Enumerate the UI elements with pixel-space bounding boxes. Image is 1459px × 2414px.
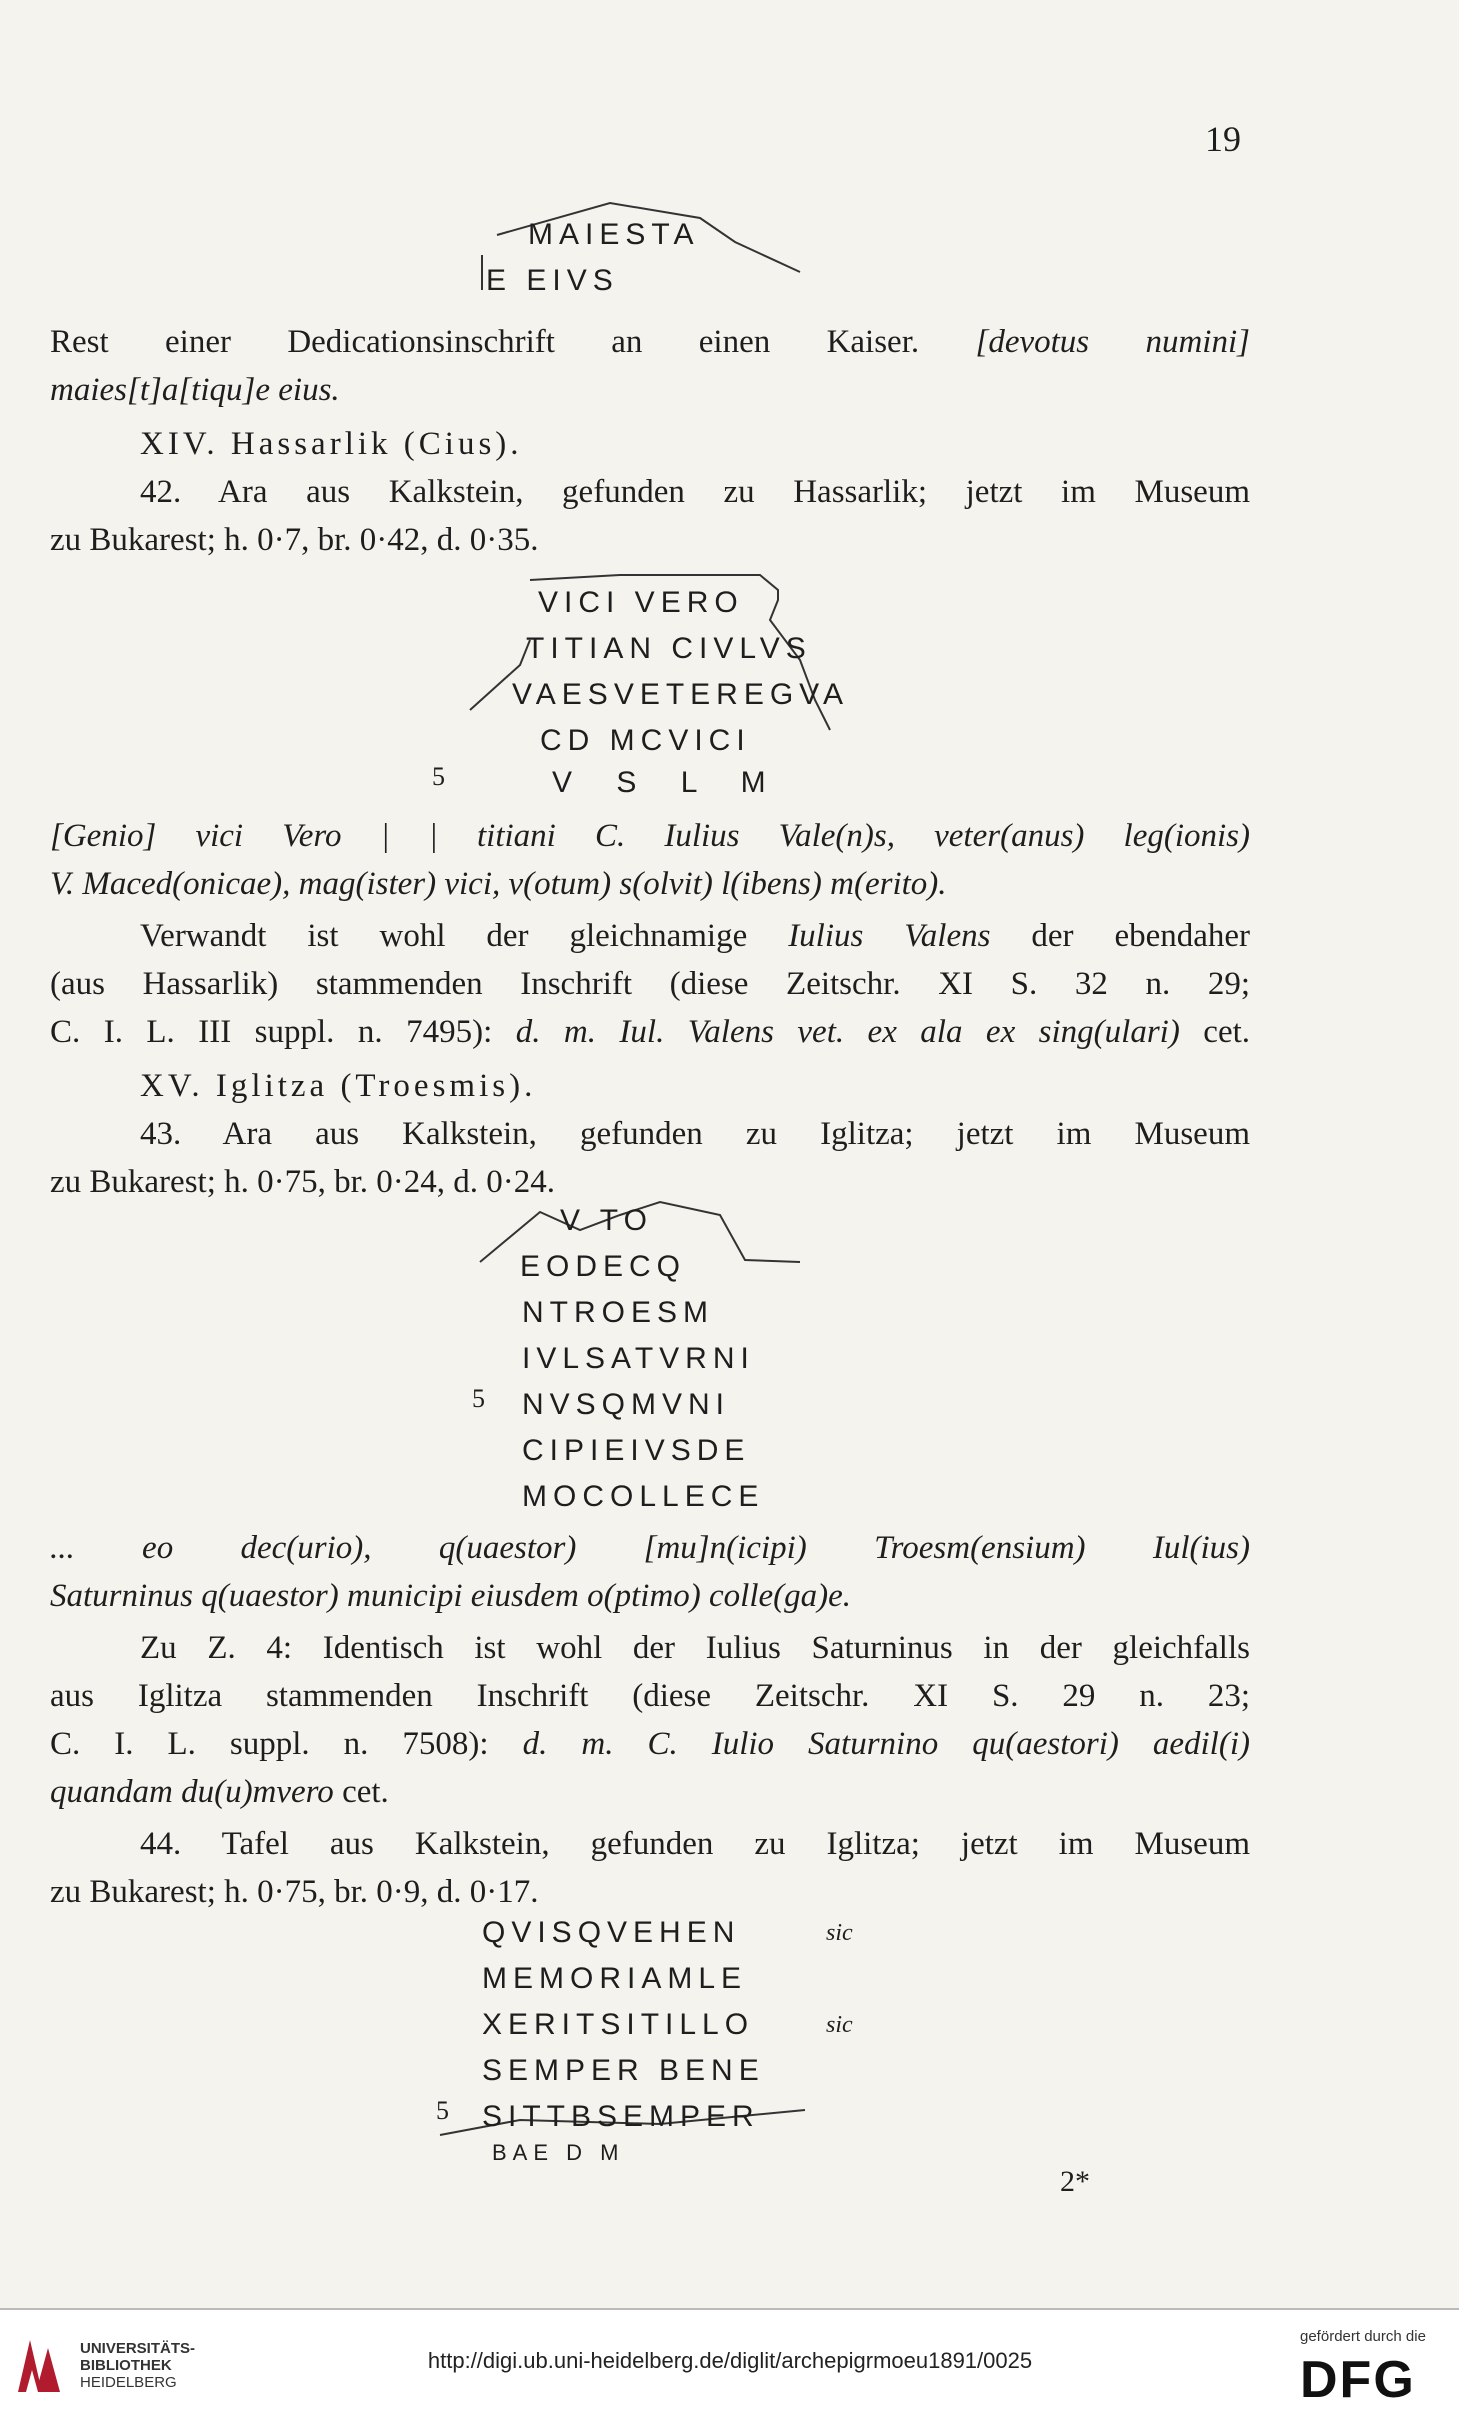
university-library-logo-icon (12, 2332, 70, 2398)
inscription-line: IVLSATVRNI (522, 1342, 755, 1375)
text-span: Verwandt ist wohl der gleichnamige (140, 918, 748, 954)
funding-caption: gefördert durch die (1300, 2328, 1426, 2345)
text-line (50, 1768, 1250, 1816)
text-line: aus Iglitza stammenden Inschrift (diese Zeitschr. XI S. 29 n. 23; (50, 1678, 1250, 1714)
university-library-name (80, 2340, 195, 2391)
inscription-line: MAIESTA (528, 218, 700, 251)
text-line: maies[t]a[tiqu]e eius. (50, 372, 340, 408)
line-number: 5 (432, 762, 445, 791)
text-line: (aus Hassarlik) stammenden Inschrift (diese Zeitschr. XI S. 32 n. 29; (50, 966, 1250, 1002)
text-line (50, 318, 1250, 366)
inscription-line: V S L M (552, 766, 784, 799)
inscription-line: V TO (560, 1204, 653, 1237)
text-line: zu Bukarest; h. 0·75, br. 0·24, d. 0·24. (50, 1164, 556, 1200)
text-line: 42. Ara aus Kalkstein, gefunden zu Hassarlik; jetzt im Museum (140, 474, 1250, 510)
inscription-line: SITTBSEMPER (482, 2100, 760, 2133)
library-name-line: UNIVERSITÄTS- (80, 2340, 196, 2357)
text-line: 43. Ara aus Kalkstein, gefunden zu Iglitza; jetzt im Museum (140, 1116, 1250, 1152)
text-span: cet. (1203, 1014, 1251, 1050)
inscription-line: NVSQMVNI (522, 1388, 731, 1421)
sheet-signature: 2* (1060, 2165, 1090, 2198)
inscription-line: MEMORIAMLE (482, 1962, 748, 1995)
inscription-line: E EIVS (486, 264, 619, 297)
sic-note: sic (826, 2012, 853, 2038)
inscription-line: CD MCVICI (540, 724, 751, 757)
inscription-line: XERITSITILLO (482, 2008, 755, 2041)
text-span: C. I. L. III suppl. n. 7495): (50, 1014, 493, 1050)
permalink-url[interactable]: http://digi.ub.uni-heidelberg.de/diglit/archepigrmoeu1891/0025 (427, 2348, 1033, 2373)
text-span: Rest einer Dedicationsinschrift an einen Kaiser. (50, 324, 920, 360)
text-line: V. Maced(onicae), mag(ister) vici, v(otum) s(olvit) l(ibens) m(erito). (50, 866, 947, 902)
inscription-line: MOCOLLECE (522, 1480, 765, 1513)
library-name-line: BIBLIOTHEK (80, 2357, 172, 2374)
section-heading: XIV. Hassarlik (Cius). (140, 426, 523, 462)
text-line (50, 1008, 1250, 1056)
text-span: C. I. L. suppl. n. 7508): (50, 1726, 489, 1762)
inscription-line: EODECQ (520, 1250, 687, 1283)
inscription-line: BAE D M (492, 2140, 625, 2165)
text-line: ... eo dec(urio), q(uaestor) [mu]n(icipi) Troesm(ensium) Iul(ius) (50, 1530, 1250, 1566)
viewer-footer (0, 2308, 1459, 2414)
text-line: [Genio] vici Vero | | titiani C. Iulius Vale(n)s, veter(anus) leg(ionis) (50, 818, 1250, 854)
text-line: Zu Z. 4: Identisch ist wohl der Iulius Saturninus in der gleichfalls (140, 1630, 1250, 1666)
library-name-line: HEIDELBERG (80, 2374, 177, 2391)
inscription-line: NTROESM (522, 1296, 714, 1329)
inscription-line: TITIAN CIVLVS (526, 632, 812, 665)
text-span: d. m. Iul. Valens vet. ex ala ex sing(ulari) (515, 1014, 1180, 1050)
text-line: zu Bukarest; h. 0·7, br. 0·42, d. 0·35. (50, 522, 539, 558)
sic-note: sic (826, 1920, 853, 1946)
text-line: 44. Tafel aus Kalkstein, gefunden zu Iglitza; jetzt im Museum (140, 1826, 1250, 1862)
text-line (50, 912, 1250, 960)
text-span: der ebendaher (1031, 918, 1251, 954)
dfg-logo: DFG (1300, 2351, 1416, 2409)
text-line: Saturninus q(uaestor) municipi eiusdem o(ptimo) colle(ga)e. (50, 1578, 852, 1614)
text-span: quandam du(u)mvero (50, 1774, 334, 1810)
text-span: Iulius Valens (788, 918, 991, 954)
page-number: 19 (1205, 119, 1241, 159)
inscription-line: VICI VERO (538, 586, 744, 619)
text-line (50, 1720, 1250, 1768)
line-number: 5 (472, 1384, 485, 1413)
line-number: 5 (436, 2096, 449, 2125)
inscription-line: SEMPER BENE (482, 2054, 765, 2087)
text-span: [devotus numini] (975, 324, 1250, 360)
inscription-line: QVISQVEHEN (482, 1916, 741, 1949)
text-span: cet. (342, 1774, 389, 1810)
section-heading: XV. Iglitza (Troesmis). (140, 1068, 537, 1104)
inscription-line: CIPIEIVSDE (522, 1434, 751, 1467)
text-span: d. m. C. Iulio Saturnino qu(aestori) aedil(i) (522, 1726, 1251, 1762)
text-line: zu Bukarest; h. 0·75, br. 0·9, d. 0·17. (50, 1874, 539, 1910)
inscription-line: VAESVETEREGVA (512, 678, 849, 711)
